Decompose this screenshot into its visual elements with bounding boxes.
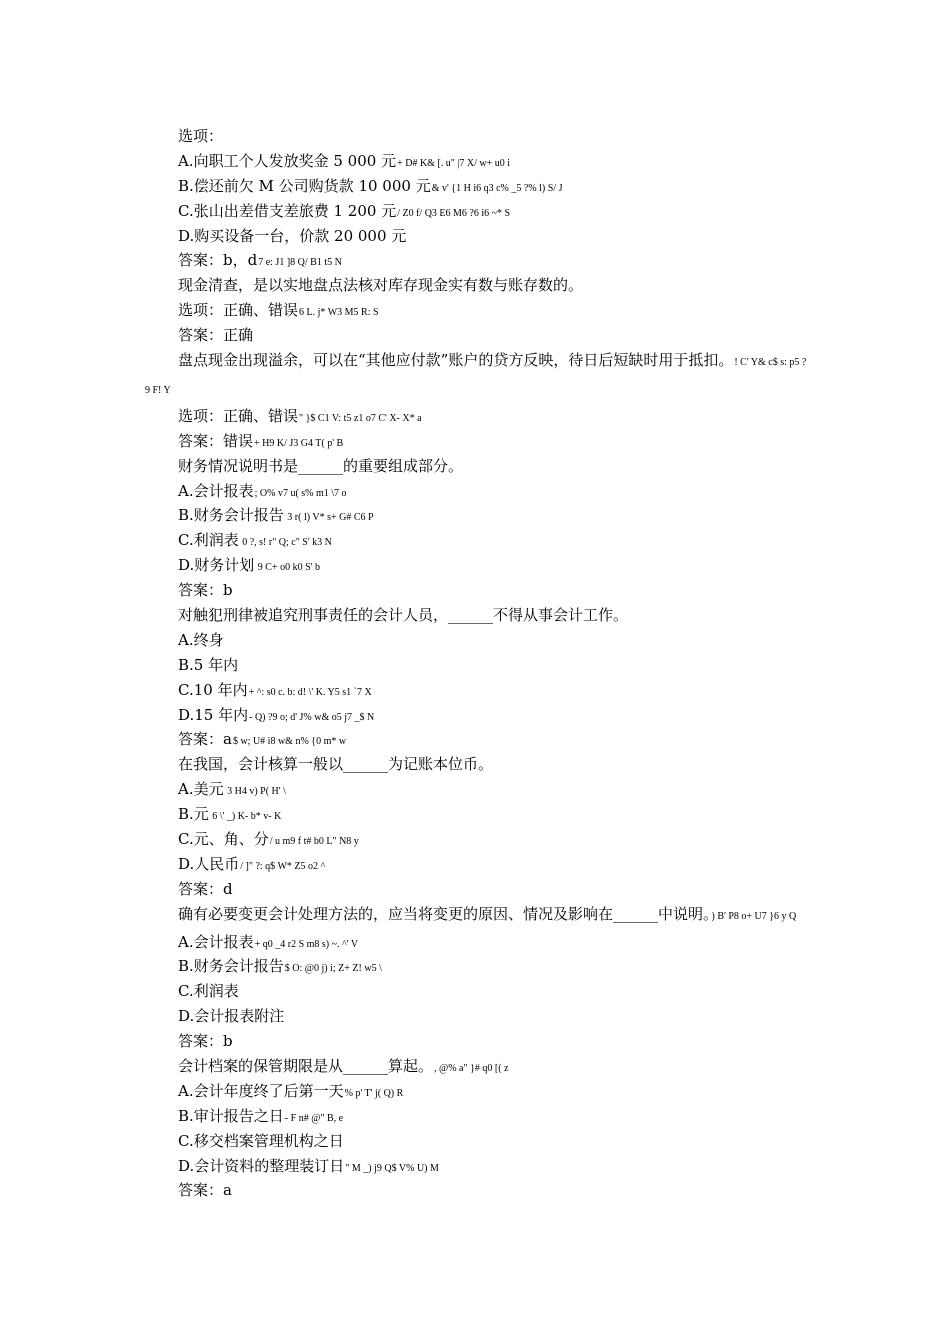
watermark-noise-text: + H9 K/ J3 G4 T( p' B <box>254 437 344 449</box>
line-text: 在我国，会计核算一般以______为记账本位币。 <box>178 755 494 774</box>
watermark-noise-text: % p' T' j( Q) R <box>344 1087 404 1099</box>
document-line <box>145 1004 810 1029</box>
watermark-noise-text: $ O: @0 j) i; Z+ Z! w5 \ <box>284 963 382 975</box>
line-text: D.会计资料的整理装订日 <box>178 1156 345 1175</box>
document-line <box>145 877 810 902</box>
document-line <box>145 454 810 479</box>
document-line <box>145 802 810 827</box>
watermark-noise-text: " M _) j9 Q$ V% U) M <box>345 1162 439 1174</box>
document-line <box>145 248 810 273</box>
document-line <box>145 323 810 348</box>
document-line <box>145 678 810 703</box>
document-line <box>145 298 810 323</box>
watermark-noise-text: ! C' Y& c$ s: p5 ?9 F! Y <box>145 357 807 396</box>
document-line <box>145 930 810 955</box>
line-text: 答案：d <box>178 879 233 898</box>
document-line <box>145 1104 810 1129</box>
watermark-noise-text: 3 r( l) V* s+ G# C6 P <box>284 512 374 524</box>
document-line <box>145 979 810 1004</box>
document-line <box>145 1029 810 1054</box>
watermark-noise-text: / u m9 f t# b0 L" N8 y <box>269 835 359 847</box>
line-text: A.会计报表 <box>178 932 254 951</box>
document-line <box>145 653 810 678</box>
watermark-noise-text: & v' {1 H i6 q3 c% _5 ?% l) S/ J <box>431 182 563 194</box>
watermark-noise-text: 7 e: J1 ]8 Q/ B1 t5 N <box>258 257 342 269</box>
document-line <box>145 429 810 454</box>
watermark-noise-text: 6 L. j* W3 M5 R: S <box>299 307 379 319</box>
line-text: C.张山出差借支差旅费 1 200 元 <box>178 201 397 220</box>
document-line <box>145 348 810 404</box>
line-text: 答案：正确 <box>178 326 254 345</box>
line-text: D.购买设备一台，价款 20 000 元 <box>178 226 407 245</box>
watermark-noise-text: 6 \' _) K- b* v- K <box>209 811 282 823</box>
document-line <box>145 827 810 852</box>
document-line <box>145 273 810 298</box>
line-text: D.15 年内 <box>178 705 249 724</box>
line-text: 现金清查，是以实地盘点法核对库存现金实有数与账存数的。 <box>178 276 584 295</box>
line-text: B.财务会计报告 <box>178 506 284 525</box>
watermark-noise-text: ) B' P8 o+ U7 }6 y Q <box>711 910 797 922</box>
watermark-noise-text: / Z0 f/ Q3 E6 M6 ?6 i6 ~* S <box>397 207 511 219</box>
line-text: C.移交档案管理机构之日 <box>178 1131 344 1150</box>
line-text: C.利润表 <box>178 982 239 1001</box>
watermark-noise-text: / ]" ?: q$ W* Z5 o2 ^ <box>240 860 326 872</box>
line-text: D.会计报表附注 <box>178 1007 285 1026</box>
watermark-noise-text: $ w; U# i8 w& n% {0 m* w <box>232 736 347 748</box>
document-line <box>145 727 810 752</box>
line-text: 选项： <box>178 127 224 145</box>
line-text: B.元 <box>178 805 209 824</box>
document-line <box>145 503 810 528</box>
document-line <box>145 578 810 603</box>
line-text: A.会计年度终了后第一天 <box>178 1081 344 1100</box>
document-line <box>145 703 810 728</box>
line-text: 确有必要变更会计处理方法的，应当将变更的原因、情况及影响在______中说明。 <box>178 904 711 923</box>
line-text: 答案：a <box>178 1181 232 1200</box>
document-line <box>145 528 810 553</box>
line-text: 选项：正确、错误 <box>178 406 299 425</box>
document-line <box>145 174 810 199</box>
document-line <box>145 404 810 429</box>
watermark-noise-text: , @% a" }# q0 [( z <box>434 1063 509 1074</box>
document-line <box>145 224 810 249</box>
line-text: B.审计报告之日 <box>178 1106 284 1125</box>
line-text: A.向职工个人发放奖金 5 000 元 <box>178 151 397 170</box>
watermark-noise-text: + D# K& [. u" |7 X/ w+ u0 i <box>397 157 511 169</box>
quiz-content <box>145 124 810 1203</box>
line-text: A.会计报表 <box>178 481 254 500</box>
watermark-noise-text: 0 ?, s! r" Q; c" S' k3 N <box>239 537 332 549</box>
watermark-noise-text: 9 C+ o0 k0 S' b <box>255 562 320 574</box>
watermark-noise-text: 3 H4 v) P( H' \ <box>224 786 286 798</box>
line-text: 选项：正确、错误 <box>178 301 299 320</box>
line-text: 答案：b，d <box>178 251 258 270</box>
watermark-noise-text: + q0 _4 r2 S m8 s) ~. ^' V <box>254 938 359 950</box>
document-line <box>145 1178 810 1203</box>
watermark-noise-text: ; O% v7 u( s% m1 \7 o <box>254 487 347 499</box>
document-line <box>145 777 810 802</box>
document-line <box>145 902 810 930</box>
document-line <box>145 603 810 628</box>
line-text: C.利润表 <box>178 531 239 550</box>
line-text: 对触犯刑律被追究刑事责任的会计人员，______不得从事会计工作。 <box>178 605 629 624</box>
line-text: D.人民币 <box>178 854 240 873</box>
line-text: A.终身 <box>178 630 224 649</box>
document-line <box>145 852 810 877</box>
document-line <box>145 954 810 979</box>
line-text: 答案：b <box>178 1032 233 1051</box>
line-text: C.元、角、分 <box>178 829 269 848</box>
document-line <box>145 124 810 149</box>
line-text: 盘点现金出现溢余，可以在“其他应付款”账户的贷方反映，待日后短缺时用于抵扣。 <box>178 351 734 370</box>
document-line <box>145 553 810 578</box>
line-text: 答案：b <box>178 581 233 600</box>
line-text: A.美元 <box>178 780 224 799</box>
watermark-noise-text: " }$ C1 V: t5 z1 o7 C' X- X* a <box>299 412 422 424</box>
line-text: D.财务计划 <box>178 556 255 575</box>
line-text: 答案：a <box>178 730 232 749</box>
watermark-noise-text: + ^: s0 c. b: d! \' K. Y5 s1 `7 X <box>248 686 372 698</box>
line-text: C.10 年内 <box>178 680 248 699</box>
line-text: 会计档案的保管期限是从______算起。 <box>178 1057 434 1075</box>
document-line <box>145 1079 810 1104</box>
line-text: 答案：错误 <box>178 431 254 450</box>
line-text: 财务情况说明书是______的重要组成部分。 <box>178 456 464 475</box>
document-line <box>145 199 810 224</box>
watermark-noise-text: - F n# @" B, e <box>284 1112 344 1124</box>
document-line <box>145 1129 810 1154</box>
document-line <box>145 628 810 653</box>
document-line <box>145 1054 810 1079</box>
document-line <box>145 149 810 174</box>
watermark-noise-text: - Q) ?9 o; d' J% w& o5 j7 _$ N <box>249 711 375 723</box>
line-text: B.5 年内 <box>178 655 239 674</box>
document-line <box>145 1154 810 1179</box>
document-line <box>145 752 810 777</box>
document-line <box>145 479 810 504</box>
line-text: B.财务会计报告 <box>178 957 284 976</box>
line-text: B.偿还前欠 M 公司购货款 10 000 元 <box>178 176 431 195</box>
